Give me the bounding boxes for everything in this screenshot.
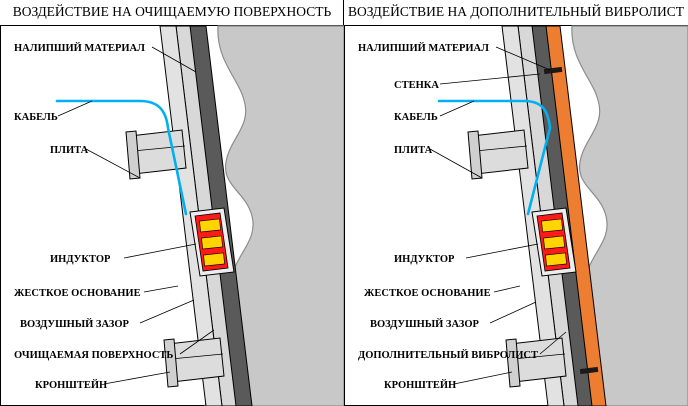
label-clinging-material-right: НАЛИПШИЙ МАТЕРИАЛ [358, 43, 489, 54]
label-bracket-left: КРОНШТЕЙН [35, 380, 108, 391]
label-wall-right: СТЕНКА [394, 80, 439, 91]
label-additional-vibro-sheet-right: ДОПОЛНИТЕЛЬНЫЙ ВИБРОЛИСТ [358, 350, 538, 361]
bracket-upper [468, 130, 528, 179]
panel-left-title: ВОЗДЕЙСТВИЕ НА ОЧИЩАЕМУЮ ПОВЕРХНОСТЬ [12, 4, 332, 19]
panel-right [344, 0, 688, 406]
label-plate-left: ПЛИТА [50, 145, 89, 156]
label-cable-left: КАБЕЛЬ [14, 112, 58, 123]
label-clinging-material-left: НАЛИПШИЙ МАТЕРИАЛ [14, 43, 145, 54]
label-inductor-left: ИНДУКТОР [50, 254, 111, 265]
panel-right-artwork [344, 0, 688, 406]
label-rigid-base-right: ЖЕСТКОЕ ОСНОВАНИЕ [364, 288, 491, 299]
label-bracket-right: КРОНШТЕЙН [384, 380, 457, 391]
label-rigid-base-left: ЖЕСТКОЕ ОСНОВАНИЕ [14, 288, 141, 299]
label-air-gap-left: ВОЗДУШНЫЙ ЗАЗОР [20, 319, 129, 330]
label-air-gap-right: ВОЗДУШНЫЙ ЗАЗОР [370, 319, 479, 330]
label-inductor-right: ИНДУКТОР [394, 254, 455, 265]
panel-right-title: ВОЗДЕЙСТВИЕ НА ДОПОЛНИТЕЛЬНЫЙ ВИБРОЛИСТ [347, 4, 685, 19]
label-plate-right: ПЛИТА [394, 145, 433, 156]
label-cable-right: КАБЕЛЬ [394, 112, 438, 123]
label-cleaned-surface-left: ОЧИЩАЕМАЯ ПОВЕРХНОСТЬ [14, 350, 174, 361]
